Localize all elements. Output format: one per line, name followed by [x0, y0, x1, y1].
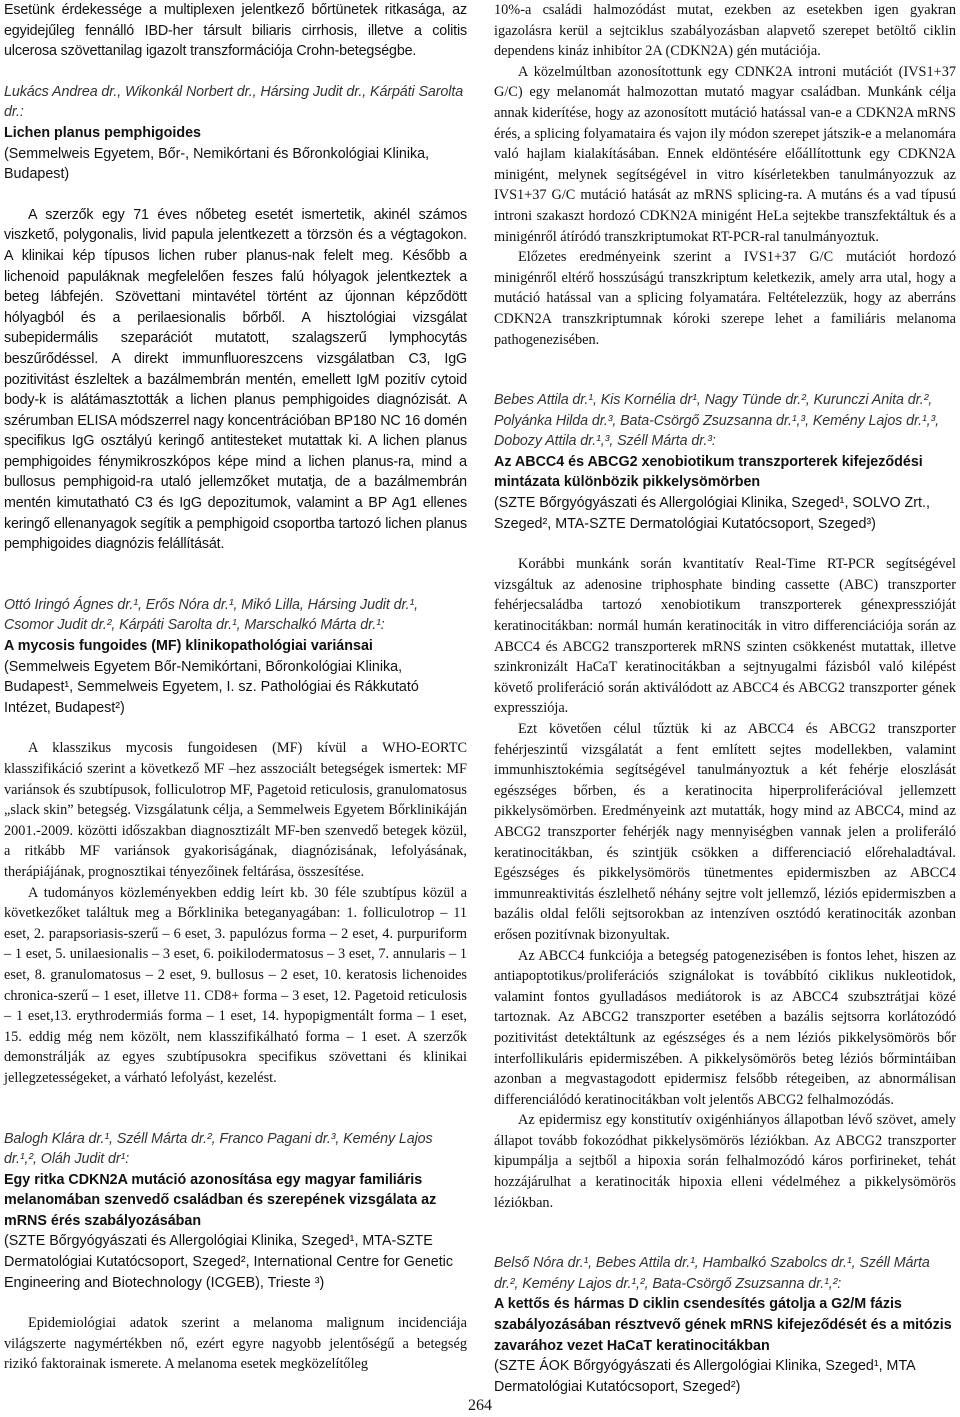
abstract-body: A szerzők egy 71 éves nőbeteg esetét ismertetik, akinél számos viszkető, polygonalis, livid papula jelentkezett a törzsön és a végtagokon. A klinikai kép típusos lichen ruber planus-nak felelt meg. Később a lichenoid papuláknak megfelelően feszes falú hólyagok jelentkeztek a beteg lábfején. Szövettani mintavétel történt az újonnan képződött hólyagból és a perilaesionalis bőrből. A hisztológiai vizsgálat subepidermális szeparációt mutatott, szalagszerű lymphocytás beszűrődéssel. A direkt immunfluoreszcens vizsgálatban C3, IgG pozitivitást észleltek a bazálmembrán mentén, emellett IgM pozitív cytoid body-k is alátámasztották a lichen planus pemphigoides diagnózisát. A szérumban ELISA módszerrel nagy koncentrációban BP180 NC 16 domén specifikus IgG osztályú keringő antitesteket mutattak ki. A lichen planus pemphigoides fénymikroszkópos képe mind a lichen planus-ra, mind a bullosus pemphigoid-ra utaló jellemzőket mutatja, de a bazálmembrán mentén kimutatható C3 és IgG depozitumok, valamint a BP Ag1 ellenes keringő ellenanyagok segítik a pemphigoid csoportba tartozó lichen planus pemphigoides diagnózis felállítását. [4, 206, 467, 553]
abstract-institution: (SZTE ÁOK Bőrgyógyászati és Allergológiai Klinika, Szeged¹, MTA Dermatológiai Kutatócsoport, Szeged²) [494, 1358, 915, 1395]
abstract-institution: (Semmelweis Egyetem Bőr-Nemikórtani, Bőronkológiai Klinika, Budapest¹, Semmelweis Egyetem, I. sz. Pathológiai és Rákkutató Intézet, Budapest²) [4, 658, 419, 716]
abstract-title: A kettős és hármas D ciklin csendesítés gátolja a G2/M fázis szabályozásában résztvevő gének mRNS kifejeződését és a mitózis zavarához vezet HaCaT keratinocitákban [494, 1296, 952, 1354]
abstract-title: Lichen planus pemphigoides [4, 124, 202, 141]
abstract-body: Az epidermisz egy konstitutív oxigénhiányos állapotban lévő szövet, amely állapot tovább fokozódhat pikkelysömörös léziókban. Az ABCG2 transzporter kipumpálja a sejtből a hipoxia során felhalmozódó káros porfirineket, tehát hozzájárulhat a keratinociták hipoxia elleni védelméhez a pikkelysömörös léziókban. [494, 1112, 956, 1211]
abstract-authors: Lukács Andrea dr., Wikonkál Norbert dr., Hársing Judit dr., Kárpáti Sarolta dr.: [4, 83, 464, 121]
abstract-body: A közelmúltban azonosítottunk egy CDNK2A introni mutációt (IVS1+37 G/C) egy melanomát halmozottan mutató magyar családban. Munkánk célja annak kiderítése, hogy az azonosított mutáció hatással van-e a CDKN2A mRNS érés, a splicing folyamataira és vajon ily módon szerepet játszik-e a melanomára való hajlam kialakításában. Ennek eldöntésére előállítottunk egy CDKN2A minigént, melynek segítségével in vitro kísérletekben tanulmányozzuk az IVS1+37 G/C mutáció hatását az mRNS splicing-ra. A mutáns és a vad típusú introni szakaszt hordozó CDKN2A minigént HeLa sejtekbe transzfektáltuk és a minigénről átíródó transzkriptumokat RT-PCR-ral tanulmányoztuk. [494, 63, 956, 245]
abstract-body: Előzetes eredményeink szerint a IVS1+37 G/C mutációt hordozó minigénről eltérő hosszúságú transzkriptum keletkezik, amely arra utal, hogy a mutáció hatással van a splicing folyamatára. Feltételezzük, hogy az aberráns CDKN2A transzkriptumnak kóroki szerepe lehet a familiáris melanoma pathogenezisében. [494, 249, 956, 348]
abstract-authors: Bebes Attila dr.¹, Kis Kornélia dr¹, Nagy Tünde dr.², Kurunczi Anita dr.², Polyánka Hilda dr.³, Bata-Csörgő Zsuzsanna dr.¹,³, Kemény Lajos dr.¹,³, Dobozy Attila dr.¹,³, Széll Márta dr.³: [494, 392, 940, 450]
abstract-body: Ezt követően célul tűztük ki az ABCC4 és ABCG2 transzporter fehérjeszintű vizsgálatát a fent említett sejtes modellekben, valamint immunhisztokémia segítségével tanulmányoztuk a két fehérje eloszlását egészséges bőrben, és a keratinocita hiperproliferációval jellemzett pikkelysömörben. Eredményeink azt mutatták, hogy mind az ABCC4, mind az ABCG2 transzporter fehérjék nagy mennyiségben vannak jelen a proliferáló keratinocitákban, és szintjük csökken a differenciació előrehaladtával. Egészséges és pikkelysömörös tünetmentes epidermiszben az ABCC4 immunreaktivitás észlelhető néhány sejtre volt jellemző, léziós epidermiszben a bazális oldal felőli sejtsorokban az intenzíven osztódó keratinociták azonban erősen pozitívnak bizonyultak. [494, 721, 956, 943]
abstract-body: Korábbi munkánk során kvantitatív Real-Time RT-PCR segítségével vizsgáltuk az adenosine triphosphate binding cassette (ABC) transzporter fehérjecsaládba tartozó xenobiotikum transzporterek génexpresszióját keratinocitákban: normál humán keratinociták in vitro differenciációja során az ABCC4 és ABCG2 transzporterek mRNS szinten csökkenést mutattak, illetve szinkronizált HaCaT keratinocitákban a sejtnyugalmi fázisból való kilépést követő proliferáció során aktiválódott az ABCC4 és ABCG2 transzporter gének expressziója. [494, 556, 956, 717]
abstract-title: Az ABCC4 és ABCG2 xenobiotikum transzporterek kifejeződési mintázata különbözik pikkelysömörben [494, 453, 923, 491]
page-number: 264 [468, 1397, 492, 1414]
abstract-authors: Belső Nóra dr.¹, Bebes Attila dr.¹, Hambalkó Szabolcs dr.¹, Széll Márta dr.², Kemény Lajos dr.¹,², Bata-Csörgő Zsuzsanna dr.¹,²: [494, 1255, 930, 1292]
intro-paragraph: Esetünk érdekessége a multiplexen jelentkező bőrtünetek ritkasága, az egyidejűleg fennálló IBD-her társult biliaris cirrhosis, illetve a colitis ulcerosa szövettanilag igazolt transzformációja Crohn-betegségbe. [4, 2, 467, 60]
abstract-body: Az ABCC4 funkciója a betegség patogenezisében is fontos lehet, hiszen az antiapoptotikus/proliferációs szignálokat is továbbító ciklikus nukleotidok, valamint fontos gyulladásos mediátorok is az ABCC4 szubsztrátjai közé tartoznak. Az ABCG2 transzporter esetében a bazális sejtsorra korlátozódó pozitivitást detektáltunk az egészséges és a nem léziós pikkelysömörös bőr interfollikuláris epidermiszében. A pikkelysömörös beteg léziós bőrmintáiban azonban a megvastagodott epidermisz felsőbb rétegeiben, az abnormálisan differenciálódó keratinocitákban volt jelentős ABCG2 felhalmozódás. [494, 947, 956, 1108]
abstract-title: A mycosis fungoides (MF) klinikopathológiai variánsai [4, 638, 373, 655]
abstract-body: A klasszikus mycosis fungoidesen (MF) kívül a WHO-EORTC klasszifikáció szerint a következő MF –hez asszociált betegségek ismertek: MF variánsok és szubtípusok, folliculotrop MF, Pagetoid reticulosis, granulomatosus „slack skin” betegség. Vizsgálatunk célja, a Semmelweis Egyetem Bőrklinikáján 2001.-2009. közötti időszakban diagnosztizált MF-ben szenvedő betegek közül, a ritkább MF variánsok gyakoriságának, diagnózisának, lefolyásának, therápiájának, prognosztikai tényezőinek feltárása, összesítése. [4, 740, 467, 880]
abstract-authors: Balogh Klára dr.¹, Széll Márta dr.², Franco Pagani dr.³, Kemény Lajos dr.¹,², Oláh Judit dr¹: [4, 1130, 433, 1168]
abstract-body: Epidemiológiai adatok szerint a melanoma malignum incidenciája világszerte nagymértékben nő, ezért egyre nagyobb jelentőségű a betegség rizikó faktorainak ismerete. A melanoma esetek megközelítőleg [4, 1315, 467, 1373]
abstract-body: A tudományos közleményekben eddig leírt kb. 30 féle szubtípus közül a következőket találtuk meg a Bőrklinika beteganyagában: 1. folliculotrop – 11 eset, 2. parapsoriasis-szerű – 6 eset, 3. papulózus forma – 2 eset, 4. purpuriform – 1 eset, 5. unilaesionalis – 3 eset, 6. poikilodermatosus – 3 eset, 7. annularis – 1 eset, 8. granulomatosus – 2 eset, 9. bullosus – 2 eset, 10. keratosis lichenoides chronica-szerű – 1 eset, illetve 11. CD8+ forma – 3 eset, 12. Pagetoid reticulosis – 1 eset,13. erythrodermiás forma – 1 eset, 14. hypopigmentált forma – 1 eset, 15. eddig még nem közölt, nem klasszifikálható forma – 1 eset. A szerzők demonstrálják az egyes szubtípusokra specifikus szövettani és klinikai jellegzetességeket, a várható lefolyást, kezelést. [4, 884, 467, 1086]
abstract-body: 10%-a családi halmozódást mutat, ezekben az esetekben igen gyakran igazolásra kerül a sejtciklus szabályozásban alapvető szerepet betöltő ciklin dependens kináz inhibítor 2A (CDKN2A) gén mutációja. [494, 2, 956, 60]
abstract-authors: Ottó Iringó Ágnes dr.¹, Erős Nóra dr.¹, Mikó Lilla, Hársing Judit dr.¹, Csomor Judit dr.², Kárpáti Sarolta dr.¹, Marschalkó Márta dr.¹: [4, 596, 419, 634]
abstract-institution: (Semmelweis Egyetem, Bőr-, Nemikórtani és Bőronkológiai Klinika, Budapest) [4, 145, 430, 183]
abstract-title: Egy ritka CDKN2A mutáció azonosítása egy magyar familiáris melanomában szenvedő családban és szerepének vizsgálata az mRNS érés szabályozásában [4, 1171, 437, 1229]
right-column [494, 0, 956, 1397]
abstract-institution: (SZTE Bőrgyógyászati és Allergológiai Klinika, Szeged¹, SOLVO Zrt., Szeged², MTA-SZTE Dermatológiai Kutatócsoport, Szeged³) [494, 495, 930, 532]
abstract-institution: (SZTE Bőrgyógyászati és Allergológiai Klinika, Szeged¹, MTA-SZTE Dermatológiai Kutatócsoport, Szeged², International Centre for Genetic Engineering and Biotechnology (ICGEB), Trieste ³) [4, 1233, 454, 1291]
left-column [4, 0, 467, 1375]
